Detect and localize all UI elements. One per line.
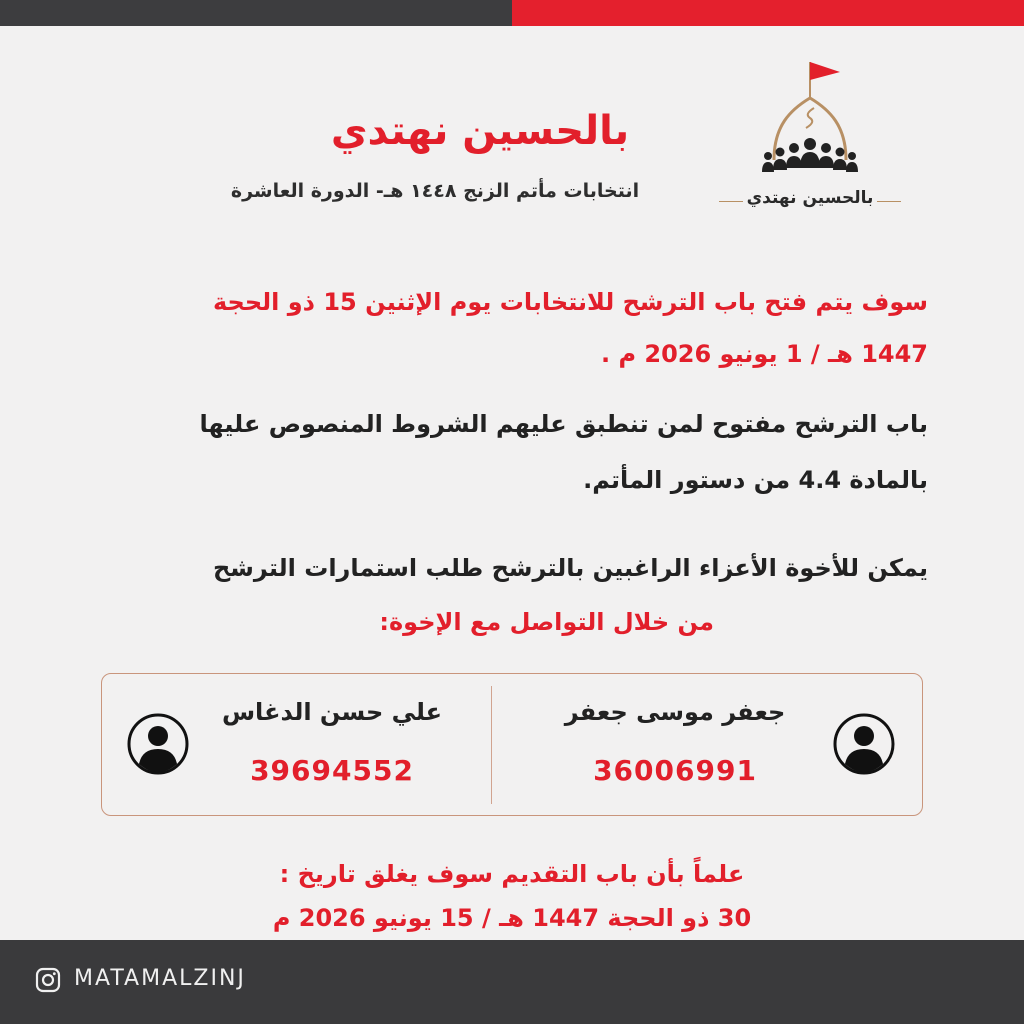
contact-name-2: علي حسن الدغاس xyxy=(221,698,443,726)
instagram-icon[interactable] xyxy=(35,967,61,993)
eligibility-line-2: بالمادة 4.4 من دستور المأتم. xyxy=(583,466,928,494)
eligibility-text xyxy=(98,396,928,508)
opening-announcement xyxy=(98,276,928,380)
top-bar-dark-segment xyxy=(0,0,512,26)
top-accent-bar xyxy=(0,0,1024,26)
contact-phone-1[interactable]: 36006991 xyxy=(593,754,757,787)
eligibility-line-1: باب الترشح مفتوح لمن تنطبق عليهم الشروط المنصوص عليها xyxy=(199,410,928,438)
logo xyxy=(715,58,905,218)
footer-bar xyxy=(0,940,1024,1024)
opening-line-2: 1447 هـ / 1 يونيو 2026 م . xyxy=(600,340,928,368)
page-title: بالحسين نهتدي xyxy=(330,108,630,154)
contact-name-1: جعفر موسى جعفر xyxy=(564,698,786,726)
logo-rule-left xyxy=(719,201,743,202)
page-subtitle: انتخابات مأتم الزنج ١٤٤٨ هـ- الدورة العاشرة xyxy=(230,180,640,202)
logo-rule-right xyxy=(877,201,901,202)
dome-flag-people-logo-icon xyxy=(760,58,860,186)
top-bar-red-segment xyxy=(512,0,1024,26)
contact-phone-2[interactable]: 39694552 xyxy=(250,754,414,787)
user-avatar-icon xyxy=(832,712,896,776)
closing-note xyxy=(200,852,824,940)
opening-line-1: سوف يتم فتح باب الترشح للانتخابات يوم الإثنين 15 ذو الحجة xyxy=(212,288,928,316)
closing-line-1: علماً بأن باب التقديم سوف يغلق تاريخ : xyxy=(279,860,745,888)
user-avatar-icon xyxy=(126,712,190,776)
contact-intro: يمكن للأخوة الأعزاء الراغبين بالترشح طلب استمارات الترشح xyxy=(212,554,928,582)
closing-line-2: 30 ذو الحجة 1447 هـ / 15 يونيو 2026 م xyxy=(272,904,752,932)
logo-text: بالحسين نهتدي xyxy=(746,188,874,208)
contacts-box xyxy=(101,673,923,816)
contacts-divider xyxy=(491,686,492,804)
logo-caption xyxy=(715,186,905,216)
instagram-handle[interactable]: MATAMALZINJ xyxy=(74,966,246,991)
contact-intro-highlight: من خلال التواصل مع الإخوة: xyxy=(379,608,714,636)
